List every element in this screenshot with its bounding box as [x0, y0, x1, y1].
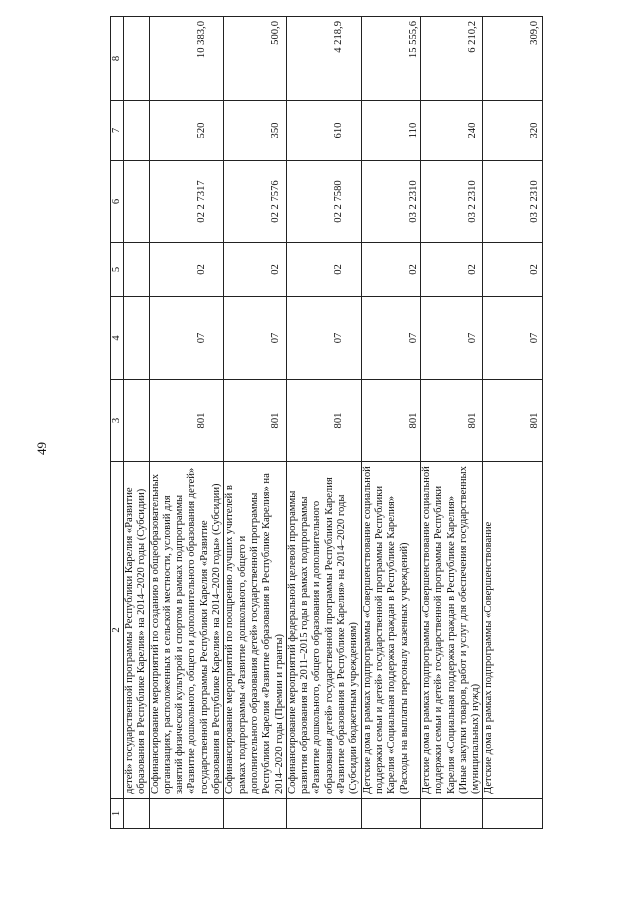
table-row [286, 17, 361, 829]
table-row [483, 17, 542, 829]
page-number: 49 [34, 442, 49, 455]
amount-cell: 15 555,6 [361, 17, 420, 101]
amount-cell: 10 383,0 [149, 17, 224, 101]
description-cell: Софинансирование мероприятий федеральной целевой программы развития образования на 2011–2015 годы в рамках подпрограммы «Развитие дошкольного, общего образования и дополнительного образования детей» государственной программы Республики Карелия «Развитие образования в Республике Карелия» на 2014–2020 годы (Субсидии бюджетным учреждениям) [286, 462, 361, 799]
table-row [361, 17, 420, 829]
subsection-cell: 02 [286, 243, 361, 297]
section-cell: 07 [483, 297, 542, 380]
target-article-cell: 02 2 7576 [224, 161, 286, 243]
ministry-code-cell: 801 [149, 380, 224, 462]
ministry-code-cell: 801 [224, 380, 286, 462]
ministry-code-cell: 801 [361, 380, 420, 462]
expense-type-cell: 320 [483, 101, 542, 161]
amount-cell: 500,0 [224, 17, 286, 101]
target-article-cell [124, 161, 150, 243]
column-header: 3 [111, 380, 124, 462]
column-header: 5 [111, 243, 124, 297]
subsection-cell: 02 [361, 243, 420, 297]
row-number-cell [224, 799, 286, 829]
target-article-cell: 03 2 2310 [483, 161, 542, 243]
section-cell: 07 [224, 297, 286, 380]
description-cell: детей» государственной программы Республики Карелия «Развитие образования в Республике Карелия» на 2014–2020 годы (Субсидии) [124, 462, 150, 799]
section-cell: 07 [149, 297, 224, 380]
row-number-cell [361, 799, 420, 829]
section-cell: 07 [420, 297, 482, 380]
description-cell: Детские дома в рамках подпрограммы «Совершенствование [483, 462, 542, 799]
row-number-cell [149, 799, 224, 829]
row-number-cell [124, 799, 150, 829]
row-number-cell [286, 799, 361, 829]
expense-type-cell: 350 [224, 101, 286, 161]
expense-type-cell [124, 101, 150, 161]
column-header: 2 [111, 462, 124, 799]
target-article-cell: 03 2 2310 [361, 161, 420, 243]
subsection-cell: 02 [483, 243, 542, 297]
column-number-row [111, 17, 124, 829]
ministry-code-cell: 801 [420, 380, 482, 462]
description-cell: Детские дома в рамках подпрограммы «Совершенствование социальной поддержки семьи и детей» государственной программы Республики Карелия «Социальная поддержка граждан в Республике Карелия» (Расходы на выплаты персоналу казенных учреждений) [361, 462, 420, 799]
section-cell: 07 [286, 297, 361, 380]
amount-cell [124, 17, 150, 101]
column-header: 8 [111, 17, 124, 101]
table-row [224, 17, 286, 829]
table-body [124, 17, 543, 829]
column-header: 6 [111, 161, 124, 243]
amount-cell: 4 218,9 [286, 17, 361, 101]
column-header: 1 [111, 799, 124, 829]
column-header: 4 [111, 297, 124, 380]
table-row [124, 17, 150, 829]
expense-type-cell: 110 [361, 101, 420, 161]
expense-type-cell: 520 [149, 101, 224, 161]
description-cell: Детские дома в рамках подпрограммы «Совершенствование социальной поддержки семьи и детей» государственной программы Республики Карелия «Социальная поддержка граждан в Республике Карелия» (Иные закупки товаров, работ и услуг для обеспечения государственных (муниципальных) нужд) [420, 462, 482, 799]
section-cell: 07 [361, 297, 420, 380]
target-article-cell: 02 2 7580 [286, 161, 361, 243]
section-cell [124, 297, 150, 380]
expense-type-cell: 240 [420, 101, 482, 161]
target-article-cell: 03 2 2310 [420, 161, 482, 243]
table-row [420, 17, 482, 829]
description-cell: Софинансирование мероприятий по поощрению лучших учителей в рамках подпрограммы «Развитие дошкольного, общего и дополнительного образования детей» государственной программы Республики Карелия «Развитие образования в Республике Карелия» на 2014–2020 годы (Премии и гранты) [224, 462, 286, 799]
amount-cell: 6 210,2 [420, 17, 482, 101]
table-row [149, 17, 224, 829]
subsection-cell [124, 243, 150, 297]
description-cell: Софинансирование мероприятий по созданию в общеобразовательных организациях, расположенных в сельской местности, условий для занятий физической культурой и спортом в рамках подпрограммы «Развитие дошкольного, общего и дополнительного образования детей» государственной программы Республики Карелия «Развитие образования в Республике Карелия» на 2014–2020 годы» (Субсидии) [149, 462, 224, 799]
budget-table [110, 16, 543, 829]
amount-cell: 309,0 [483, 17, 542, 101]
ministry-code-cell: 801 [483, 380, 542, 462]
row-number-cell [483, 799, 542, 829]
column-header: 7 [111, 101, 124, 161]
ministry-code-cell [124, 380, 150, 462]
subsection-cell: 02 [149, 243, 224, 297]
expense-type-cell: 610 [286, 101, 361, 161]
subsection-cell: 02 [420, 243, 482, 297]
subsection-cell: 02 [224, 243, 286, 297]
target-article-cell: 02 2 7317 [149, 161, 224, 243]
ministry-code-cell: 801 [286, 380, 361, 462]
row-number-cell [420, 799, 482, 829]
